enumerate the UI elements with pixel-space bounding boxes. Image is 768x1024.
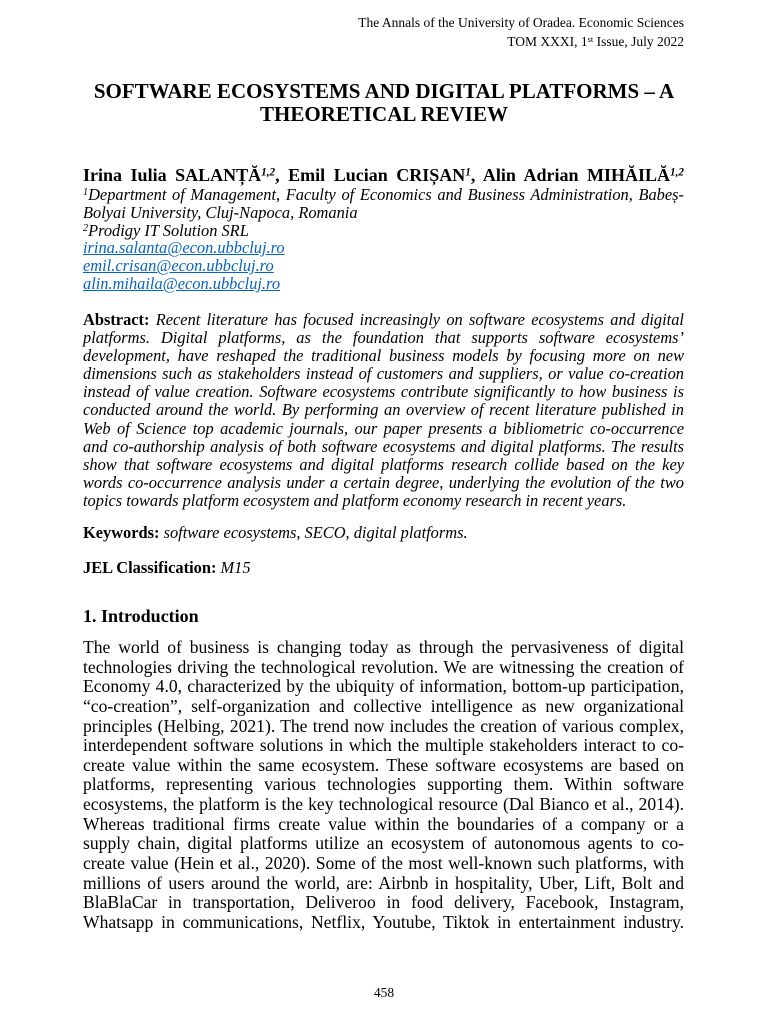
affiliation-line: [83, 222, 684, 240]
body-line: Economy 4.0, characterized by the ubiquity of information, bottom-up participation,: [83, 676, 684, 697]
authors-block: [83, 165, 684, 185]
jel-label: JEL Classification:: [83, 558, 217, 577]
issue-prefix: TOM XXXI, 1: [507, 34, 588, 49]
email-row: [83, 257, 684, 275]
author-affiliation-sup: 1,2: [670, 166, 684, 179]
affiliation-line: Bolyai University, Cluj-Napoca, Romania: [83, 202, 358, 222]
section-heading: 1. Introduction: [83, 606, 199, 626]
body-line: Whereas traditional firms create value within the boundaries of a company or a: [83, 813, 684, 834]
author-name: Alin Adrian MIHĂILĂ: [482, 165, 671, 185]
author-name: Emil Lucian CRIȘAN: [288, 165, 466, 185]
abstract-line: platforms. Digital platforms, as the foundation that supports software ecosystems’: [83, 328, 684, 348]
abstract-line: Web of Science top academic journals, our paper presents a bibliometric co-occurrence: [83, 418, 684, 438]
email-row: [83, 275, 684, 293]
affiliations-block: [83, 186, 684, 293]
page-number: 458: [373, 985, 395, 1000]
abstract-line: development, have reshaped the traditional business models by focusing more on new: [83, 346, 684, 366]
jel-line: [83, 559, 684, 577]
abstract-line: [83, 311, 684, 329]
jel-value: M15: [220, 558, 251, 577]
body-line: interdependent software solutions in which the multiple stakeholders interact to co-: [83, 735, 684, 756]
body-line: principles (Helbing, 2021). The trend now includes the creation of various complex,: [83, 715, 684, 736]
email-link[interactable]: irina.salanta@econ.ubbcluj.ro: [83, 238, 285, 258]
keywords-block: [83, 524, 684, 542]
author-affiliation-sup: 1,2: [261, 166, 276, 179]
author-separator: ,: [470, 165, 483, 185]
abstract-line: instead of value creation. Software ecosystems contribute significantly to how business is: [83, 382, 684, 402]
body-line: Whatsapp in communications, Netflix, Youtube, Tiktok in entertainment industry.: [83, 911, 684, 932]
body-line: ecosystems, the platform is the key technological resource (Dal Bianco et al., 2014).: [83, 794, 684, 815]
affiliation-sup: 2: [83, 222, 89, 234]
title-line: SOFTWARE ECOSYSTEMS AND DIGITAL PLATFORMS – A: [93, 79, 675, 103]
jel-block: [83, 559, 684, 577]
issue-suffix: Issue, July 2022: [593, 34, 684, 49]
affiliation-sup: 1: [83, 186, 89, 198]
abstract-line: words co-occurrence analysis under a certain degree, underlying the evolution of the two: [83, 472, 684, 492]
title-line: THEORETICAL REVIEW: [260, 102, 508, 126]
authors-line: [83, 165, 684, 185]
body-line: technologies driving the technological revolution. We are witnessing the creation of: [83, 656, 684, 677]
running-header: [358, 13, 684, 51]
author-affiliation-sup: 1: [465, 166, 471, 179]
email-link[interactable]: emil.crisan@econ.ubbcluj.ro: [83, 256, 274, 276]
issue-info: [358, 32, 684, 51]
email-row: [83, 239, 684, 257]
abstract-line: conducted around the world. By performing an overview of recent literature published in: [83, 400, 684, 420]
body-line: supply chain, digital platforms utilize an ecosystem of autonomous agents to co-: [83, 833, 684, 854]
body-line: create value (Hein et al., 2020). Some of the most well-known such platforms, with: [83, 853, 684, 874]
body-line: platforms, representing various technologies supporting them. Within software: [83, 774, 684, 795]
email-link[interactable]: alin.mihaila@econ.ubbcluj.ro: [83, 273, 281, 293]
abstract-line: topics towards platform ecosystem and platform economy research in recent years.: [83, 490, 627, 510]
affiliation-text: Prodigy IT Solution SRL: [88, 220, 249, 240]
author-name: Irina Iulia SALANȚĂ: [83, 165, 262, 185]
body-line: The world of business is changing today as through the pervasiveness of digital: [83, 637, 684, 657]
keywords-line: [83, 524, 684, 542]
abstract-line: dimensions such as stakeholders instead of customers and suppliers, or value co-creation: [83, 364, 684, 384]
abstract-label: Abstract:: [83, 310, 150, 329]
keywords-value: software ecosystems, SECO, digital platforms.: [163, 523, 468, 542]
introduction-body: [83, 638, 684, 933]
issue-ordinal-suffix: st: [587, 34, 594, 44]
abstract-line: show that software ecosystems and digital platforms research collide based on the key: [83, 454, 684, 474]
body-line: “co-creation”, self-organization and collective intelligence as new organizational: [83, 695, 684, 716]
author-separator: ,: [275, 165, 289, 185]
body-line: millions of users around the world, are: Airbnb in hospitality, Uber, Lift, Bolt and: [83, 872, 684, 893]
affiliation-text: Department of Management, Faculty of Economics and Business Administration, Babeș-: [88, 185, 684, 204]
affiliation-line: [83, 186, 684, 204]
keywords-label: Keywords:: [83, 523, 160, 542]
abstract-text: Recent literature has focused increasingly on software ecosystems and digital: [155, 310, 684, 329]
body-line: BlaBlaCar in transportation, Deliveroo in food delivery, Facebook, Instagram,: [83, 892, 684, 913]
body-line: create value within the same ecosystem. These software ecosystems are based on: [83, 754, 684, 775]
abstract-block: [83, 311, 684, 510]
journal-name: The Annals of the University of Oradea. Economic Sciences: [358, 15, 684, 30]
paper-title: [60, 80, 708, 126]
abstract-line: and co-authorship analysis of both software ecosystems and digital platforms. The results: [83, 436, 684, 456]
